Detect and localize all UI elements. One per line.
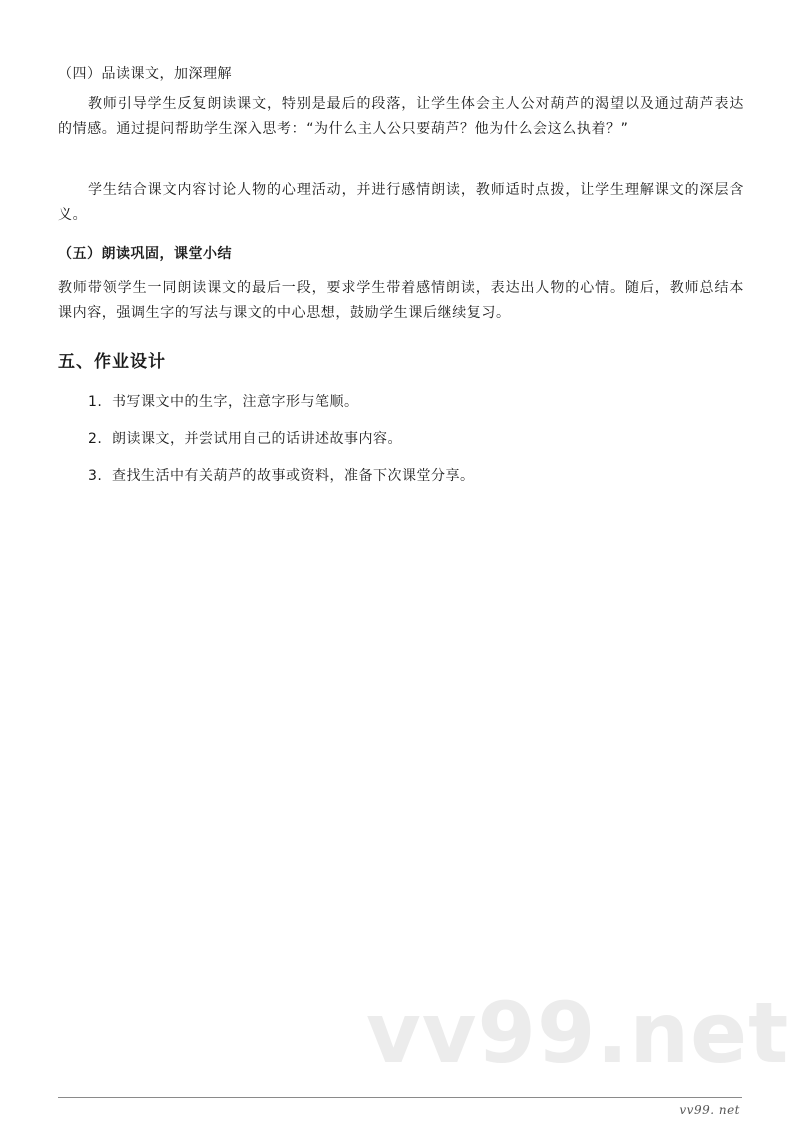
homework-list	[88, 392, 475, 503]
footer-divider	[58, 1097, 742, 1098]
homework-item-number: 2.	[88, 431, 103, 447]
section-four-heading: （四）品读课文，加深理解	[58, 66, 232, 82]
homework-heading: 五、作业设计	[58, 352, 166, 372]
homework-item-number: 3.	[88, 468, 103, 484]
homework-item	[88, 466, 475, 486]
homework-item-text: 查找生活中有关葫芦的故事或资料，准备下次课堂分享。	[112, 468, 475, 484]
homework-item-text: 书写课文中的生字，注意字形与笔顺。	[112, 394, 359, 410]
section-four-paragraph-2: 学生结合课文内容讨论人物的心理活动，并进行感情朗读，教师适时点拨，让学生理解课文的深层含义。	[58, 182, 744, 223]
homework-item	[88, 392, 475, 412]
section-five-sub-paragraph: 教师带领学生一同朗读课文的最后一段，要求学生带着感情朗读，表达出人物的心情。随后，教师总结本课内容，强调生字的写法与课文的中心思想，鼓励学生课后继续复习。	[58, 280, 744, 321]
homework-item	[88, 429, 475, 449]
section-five-sub-heading: （五）朗读巩固，课堂小结	[58, 246, 232, 262]
homework-item-text: 朗读课文，并尝试用自己的话讲述故事内容。	[112, 431, 402, 447]
footer-site-label: vv99. net	[679, 1103, 740, 1117]
section-four-paragraph-1: 教师引导学生反复朗读课文，特别是最后的段落，让学生体会主人公对葫芦的渴望以及通过葫芦表达的情感。通过提问帮助学生深入思考：“为什么主人公只要葫芦？他为什么会这么执着？”	[58, 96, 744, 137]
watermark: vv99.net	[366, 984, 790, 1082]
homework-item-number: 1.	[88, 394, 103, 410]
